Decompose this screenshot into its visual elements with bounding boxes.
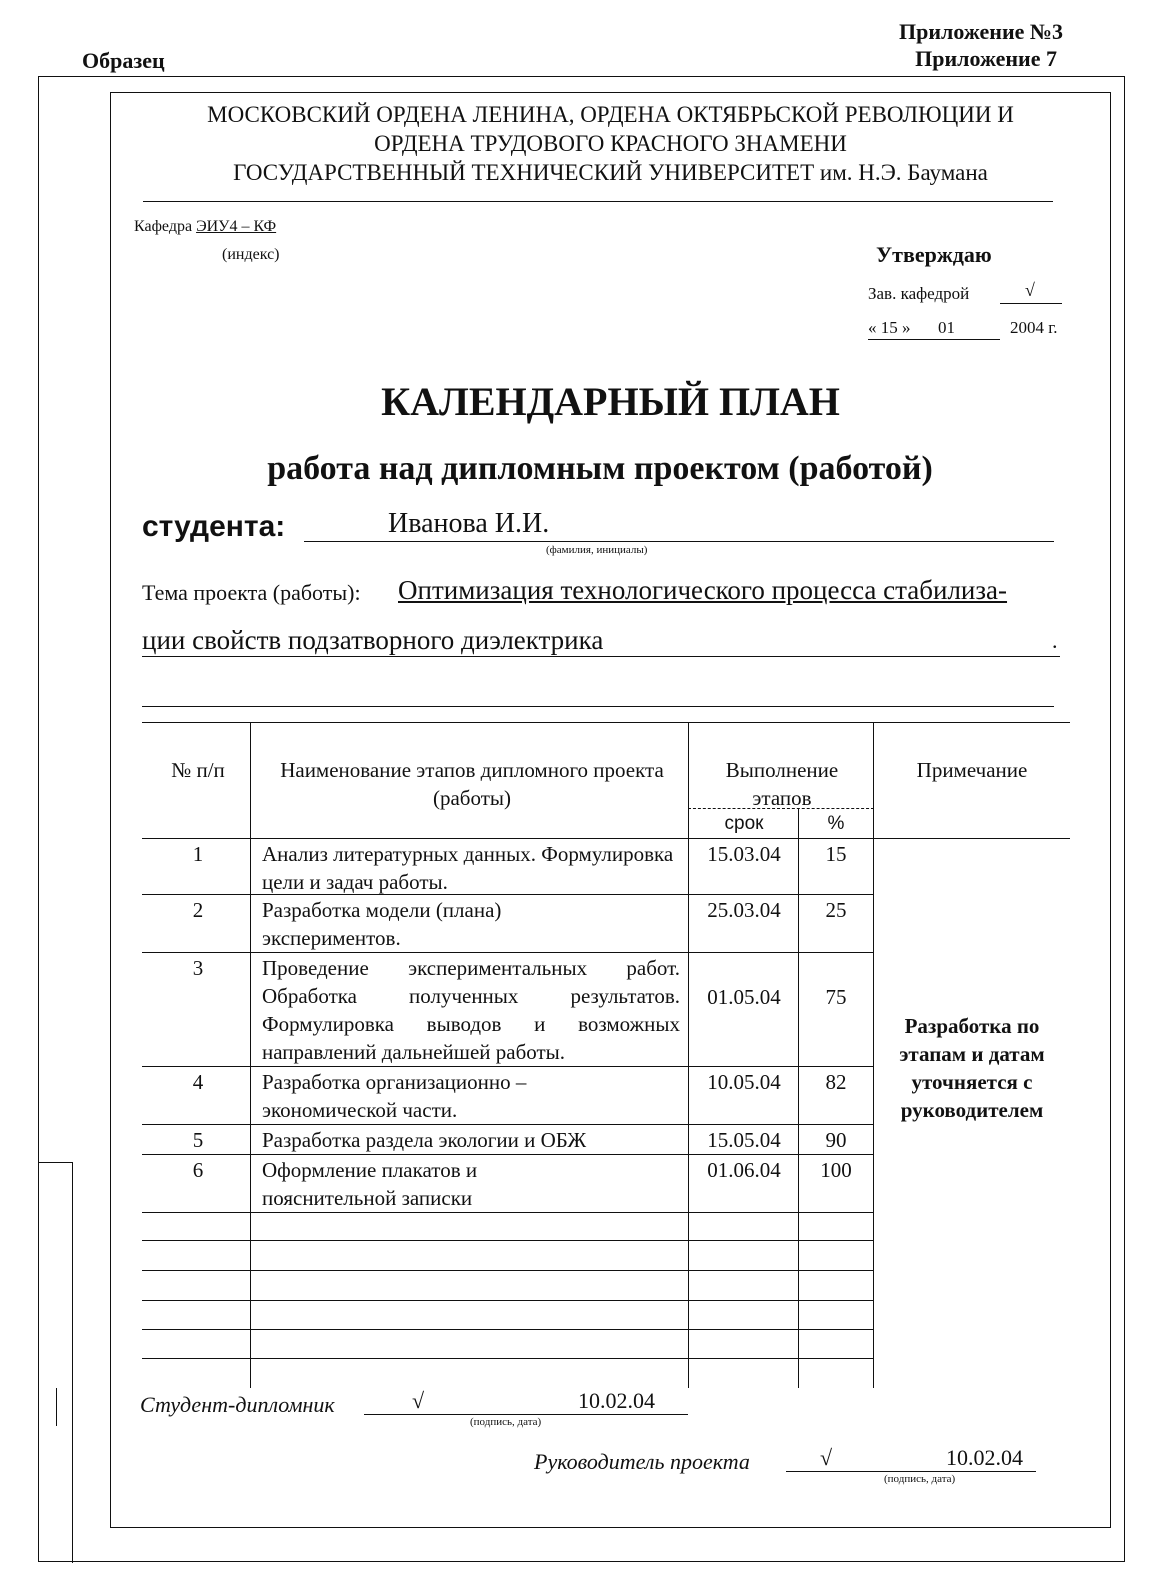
topic-extra-line [142,706,1054,707]
empty-row-line-1 [142,1240,874,1241]
department-value: ЭИУ4 – КФ [196,218,277,235]
supervisor-signature-check: √ [820,1445,833,1470]
row-4-num: 4 [192,1070,204,1094]
university-line-2: ОРДЕНА ТРУДОВОГО КРАСНОГО ЗНАМЕНИ [374,131,847,156]
supervisor-signature-date: 10.02.04 [946,1445,1023,1470]
page-title: КАЛЕНДАРНЫЙ ПЛАН [381,379,840,424]
department-label: Кафедра [134,218,193,235]
sample-label: Образец [82,48,165,73]
approval-month: 01 [938,318,955,337]
approval-sign-line [1000,303,1062,304]
approval-day: « 15 » [868,318,911,337]
header-name: Наименование этапов дипломного проекта (работы) [280,758,664,810]
row-2-percent: 25 [825,898,847,922]
header-execution: Выполнение этапов [725,758,839,810]
row-4-term: 10.05.04 [707,1070,781,1094]
col-line-3 [798,808,799,1388]
student-signature-line [364,1414,688,1415]
approval-title: Утверждаю [876,242,992,267]
supervisor-signature-caption: (подпись, дата) [884,1473,956,1485]
supervisor-signature-line [786,1471,1036,1472]
row-6-num: 6 [192,1158,204,1182]
row-4-name: Разработка организационно – экономической части. [262,1070,527,1122]
row-line-2 [142,952,874,953]
binding-margin-mark [38,1162,73,1563]
topic-label: Тема проекта (работы): [142,580,361,605]
empty-row-line-3 [142,1300,874,1301]
header-divider [143,201,1053,202]
header-term: срок [724,813,764,834]
student-signature-check: √ [412,1388,425,1413]
margin-tick [56,1388,57,1426]
row-1-term: 15.03.04 [707,842,781,866]
student-name-caption: (фамилия, инициалы) [546,544,648,556]
row-3-name: Проведение экспериментальных работ. Обработка полученных результатов. Формулировка выводов и возможных направлений дальнейшей работы. [262,956,680,1064]
topic-line-1: Оптимизация технологического процесса стабилиза- [398,575,1008,605]
row-4-percent: 82 [825,1070,847,1094]
note-text: Разработка по этапам и датам уточняется с руководителем [899,1014,1045,1122]
row-6-percent: 100 [820,1158,852,1182]
row-5-term: 15.05.04 [707,1128,781,1152]
row-2-term: 25.03.04 [707,898,781,922]
row-6-term: 01.06.04 [707,1158,781,1182]
page-subtitle: работа над дипломным проектом (работой) [267,450,933,487]
appendix-number: Приложение №3 [899,19,1063,44]
student-name: Иванова И.И. [388,508,550,539]
header-note: Примечание [916,758,1028,782]
row-1-num: 1 [192,842,204,866]
table-header-bottom [142,838,1070,839]
university-line-3: ГОСУДАРСТВЕННЫЙ ТЕХНИЧЕСКИЙ УНИВЕРСИТЕТ им. Н.Э. Баумана [233,160,988,185]
approval-head-label: Зав. кафедрой [868,284,970,303]
row-line-3 [142,1066,874,1067]
row-1-percent: 15 [825,842,847,866]
student-signature-label: Студент-дипломник [140,1392,335,1417]
student-signature-date: 10.02.04 [578,1388,655,1413]
row-5-num: 5 [192,1128,204,1152]
department [134,218,276,236]
approval-check: √ [1025,280,1035,300]
col-line-2 [688,722,689,1388]
row-line-4 [142,1124,874,1125]
supervisor-signature-label: Руководитель проекта [534,1449,750,1474]
row-3-term: 01.05.04 [707,985,781,1009]
row-5-percent: 90 [825,1128,847,1152]
empty-row-line-5 [142,1358,874,1359]
row-1-name: Анализ литературных данных. Формулировка цели и задач работы. [262,842,674,894]
row-line-6 [142,1212,874,1213]
header-num: № п/п [171,758,225,782]
university-line-1: МОСКОВСКИЙ ОРДЕНА ЛЕНИНА, ОРДЕНА ОКТЯБРЬСКОЙ РЕВОЛЮЦИИ И [207,102,1014,127]
department-caption: (индекс) [222,246,280,263]
row-6-name: Оформление плакатов и пояснительной записки [262,1158,478,1210]
appendix-secondary: Приложение 7 [915,46,1057,71]
row-2-num: 2 [192,898,204,922]
empty-row-line-4 [142,1329,874,1330]
student-label: студента: [142,510,286,543]
topic-line-2-rule [142,656,1060,657]
approval-date-line [868,339,1000,340]
row-3-percent: 75 [825,985,847,1009]
topic-line-2: ции свойств подзатворного диэлектрика [142,625,604,655]
col-line-1 [250,722,251,1388]
header-percent: % [827,813,845,834]
row-3-num: 3 [192,956,204,980]
row-5-name: Разработка раздела экологии и ОБЖ [262,1128,587,1152]
row-2-name: Разработка модели (плана) экспериментов. [262,898,502,950]
empty-row-line-2 [142,1270,874,1271]
student-name-line [304,541,1054,542]
university-header [110,100,1111,187]
table-top-border [142,722,1070,723]
approval-year: 2004 г. [1010,318,1058,337]
col-line-4 [873,722,874,1388]
row-line-5 [142,1154,874,1155]
topic-end-dot: . [1052,628,1058,653]
student-signature-caption: (подпись, дата) [470,1416,542,1428]
